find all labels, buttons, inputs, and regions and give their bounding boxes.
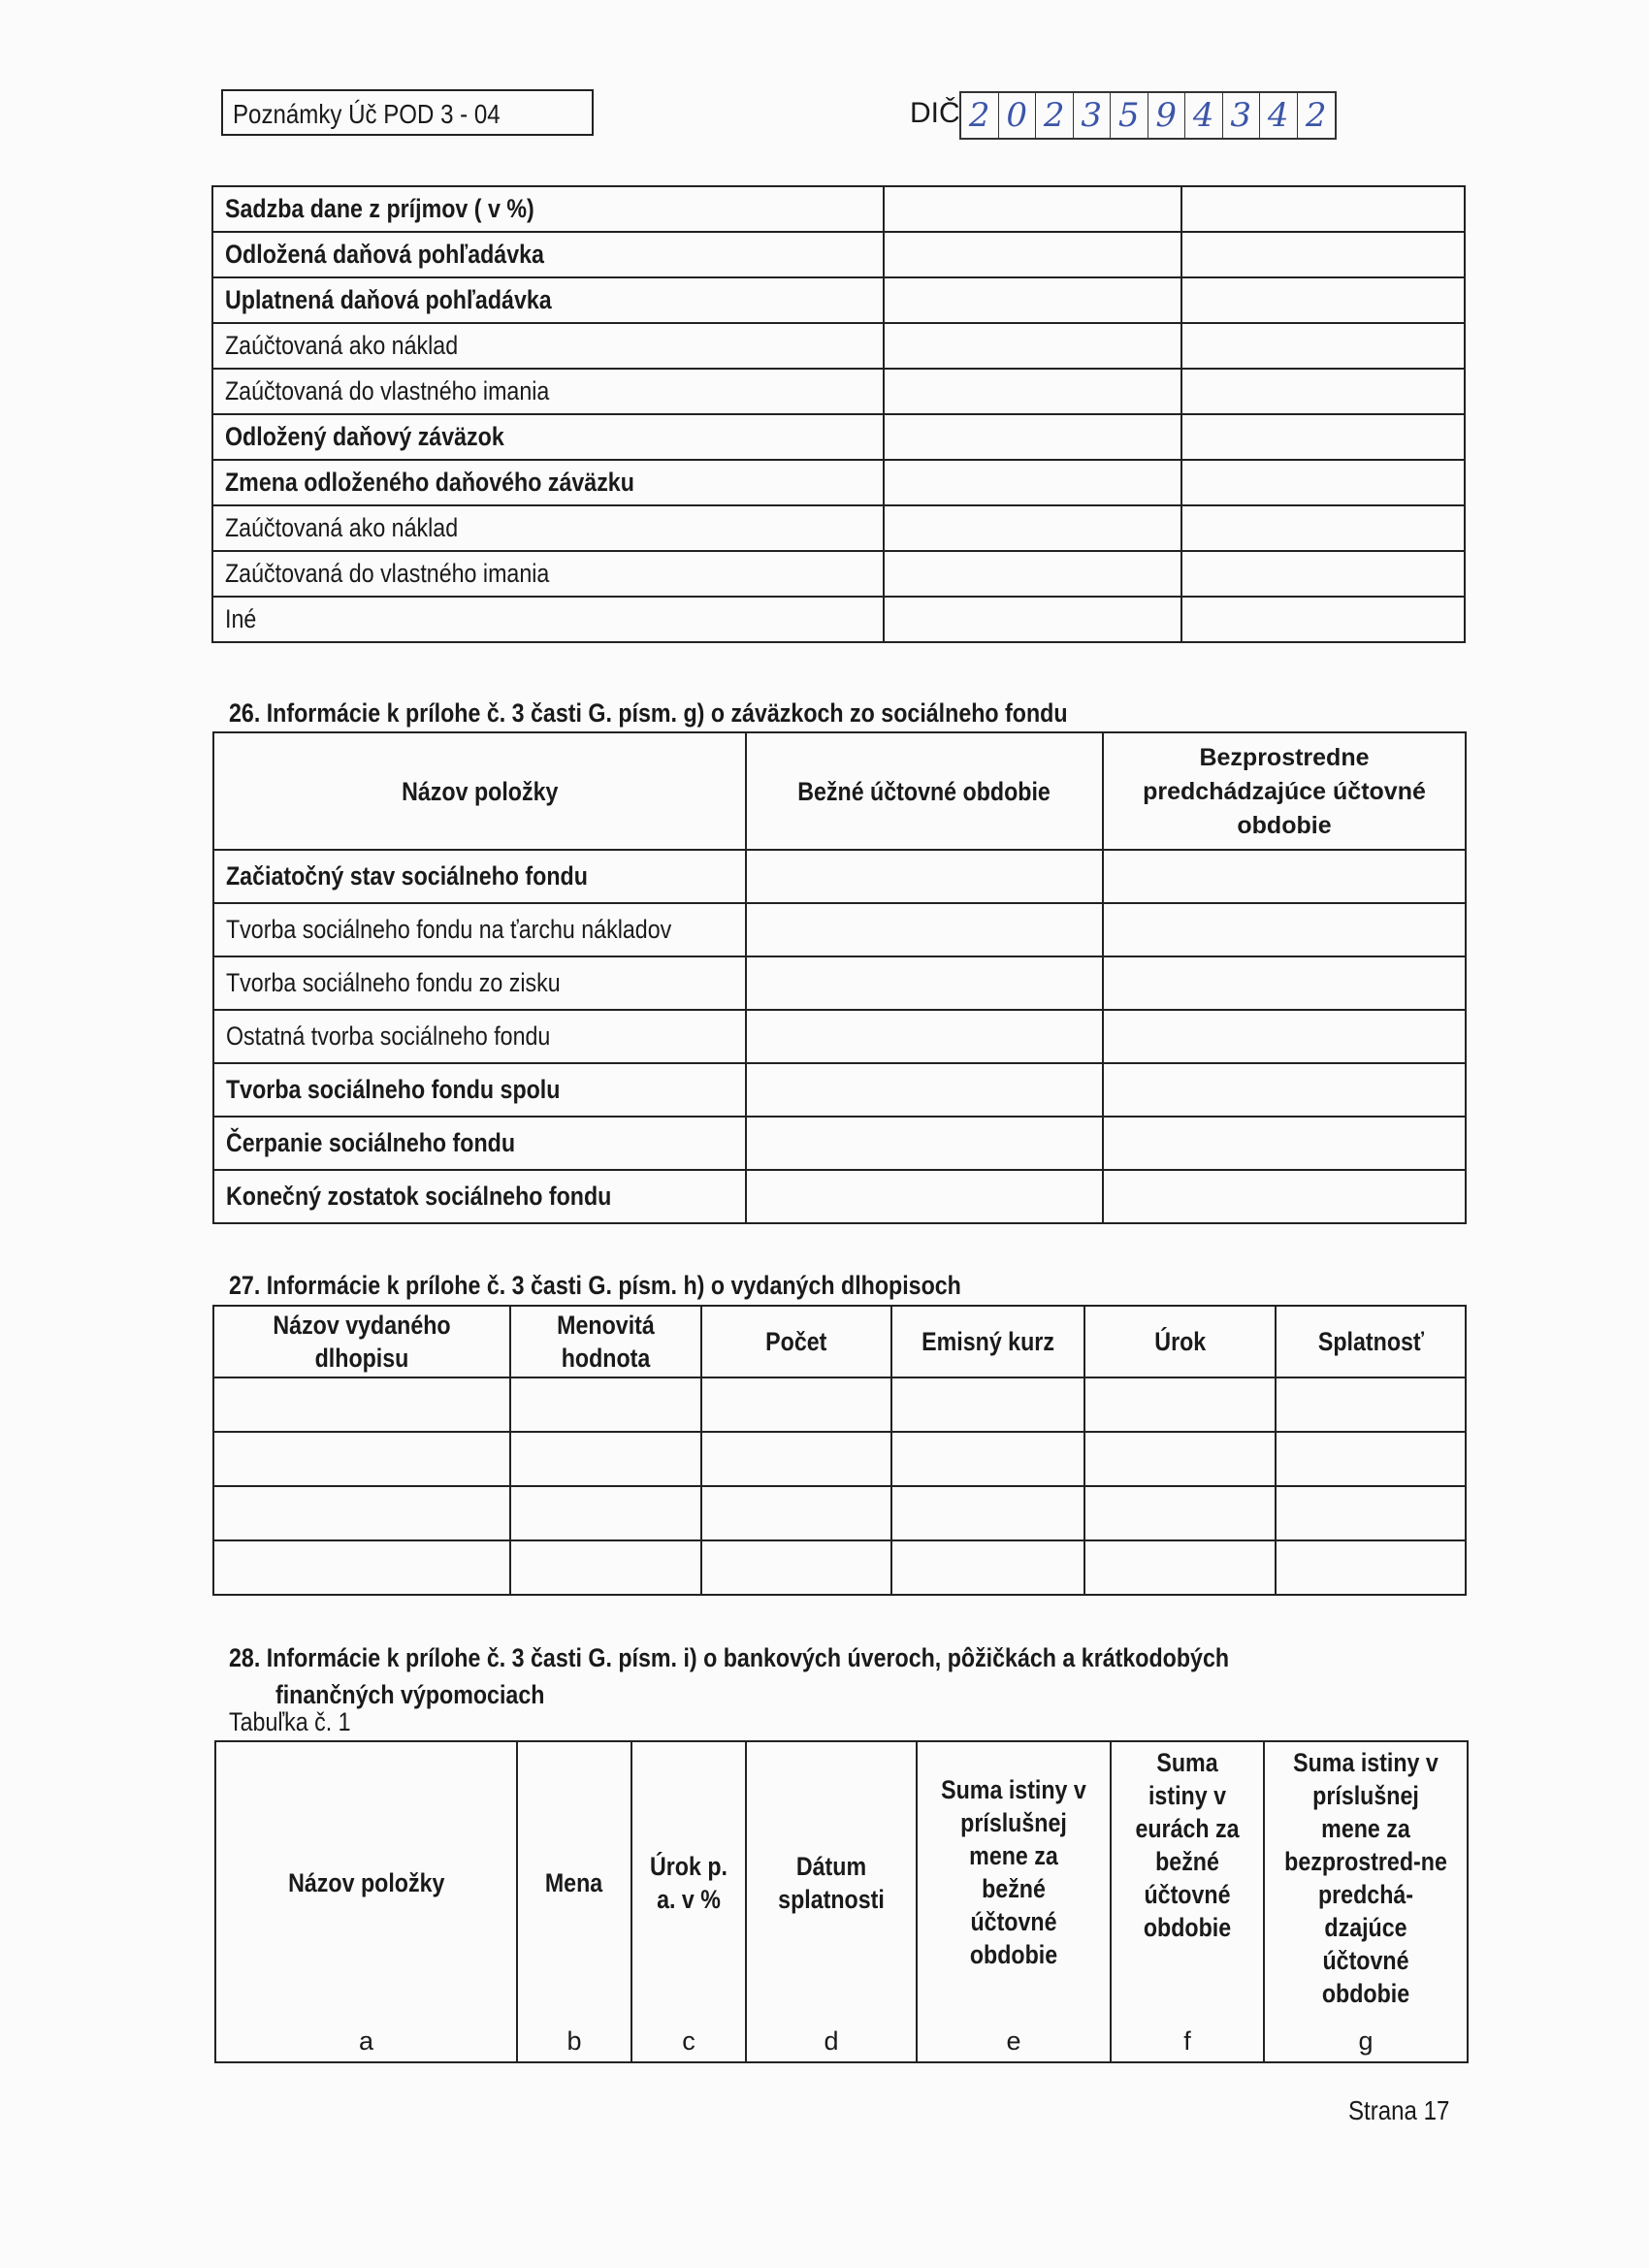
dic-digit-box[interactable]: 5	[1111, 93, 1148, 138]
value-cell[interactable]	[1181, 597, 1465, 642]
dic-digit-box[interactable]: 2	[1305, 96, 1327, 135]
value-cell[interactable]	[884, 551, 1181, 597]
dic-digit-box[interactable]: 2	[1036, 93, 1074, 138]
bank-loans-table	[214, 1740, 1469, 2063]
value-cell[interactable]	[746, 1010, 1103, 1063]
table-row	[213, 1170, 1466, 1223]
table-row	[212, 323, 1465, 369]
value-cell[interactable]	[701, 1377, 891, 1432]
table-label: Tabuľka č. 1	[229, 1707, 351, 1736]
table-row	[212, 232, 1465, 277]
value-cell[interactable]	[1084, 1486, 1276, 1540]
value-cell[interactable]	[1276, 1432, 1466, 1486]
column-letter: f	[1183, 2026, 1191, 2056]
dic-digit-box[interactable]: 4	[1260, 93, 1298, 138]
value-cell[interactable]	[884, 505, 1181, 551]
table-row	[213, 1063, 1466, 1117]
value-cell[interactable]	[746, 1170, 1103, 1223]
row-label: Tvorba sociálneho fondu spolu	[213, 1063, 746, 1117]
value-cell[interactable]	[1181, 414, 1465, 460]
row-label: Zaúčtovaná do vlastného imania	[212, 369, 884, 414]
form-label-box	[221, 89, 594, 136]
value-cell[interactable]	[884, 597, 1181, 642]
deferred-tax-table	[211, 185, 1466, 643]
table-row	[212, 551, 1465, 597]
dic-digit-box[interactable]: 9	[1148, 93, 1186, 138]
column-header: Suma istiny v eurách za bežné účtovné obdobie f	[1111, 1741, 1264, 2062]
value-cell[interactable]	[746, 1117, 1103, 1170]
table-row	[213, 1010, 1466, 1063]
column-header: Úrok	[1084, 1306, 1276, 1377]
column-header: Suma istiny v príslušnej mene za bežné účtovné obdobie e	[917, 1741, 1111, 2062]
row-label: Tvorba sociálneho fondu zo zisku	[213, 956, 746, 1010]
value-cell[interactable]	[746, 850, 1103, 903]
row-label: Konečný zostatok sociálneho fondu	[213, 1170, 746, 1223]
value-cell[interactable]	[510, 1432, 701, 1486]
value-cell[interactable]	[1103, 956, 1466, 1010]
value-cell[interactable]	[213, 1377, 510, 1432]
row-label: Odložená daňová pohľadávka	[212, 232, 884, 277]
header-current-period: Bežné účtovné obdobie	[746, 732, 1103, 850]
row-label: Zaúčtovaná do vlastného imania	[212, 551, 884, 597]
table-row	[213, 1432, 1466, 1486]
row-label: Ostatná tvorba sociálneho fondu	[213, 1010, 746, 1063]
value-cell[interactable]	[891, 1486, 1084, 1540]
row-label: Uplatnená daňová pohľadávka	[212, 277, 884, 323]
dic-digit-box[interactable]: 2	[961, 93, 999, 138]
value-cell[interactable]	[884, 186, 1181, 232]
value-cell[interactable]	[510, 1486, 701, 1540]
value-cell[interactable]	[510, 1377, 701, 1432]
value-cell[interactable]	[884, 369, 1181, 414]
value-cell[interactable]	[1103, 1063, 1466, 1117]
value-cell[interactable]	[746, 1063, 1103, 1117]
value-cell[interactable]	[1181, 369, 1465, 414]
value-cell[interactable]	[884, 277, 1181, 323]
row-label: Zmena odloženého daňového záväzku	[212, 460, 884, 505]
row-label: Zaúčtovaná ako náklad	[212, 323, 884, 369]
value-cell[interactable]	[213, 1432, 510, 1486]
value-cell[interactable]	[510, 1540, 701, 1595]
value-cell[interactable]	[701, 1540, 891, 1595]
dic-digit-box[interactable]: 0	[999, 93, 1037, 138]
table-row	[213, 903, 1466, 956]
value-cell[interactable]	[1276, 1540, 1466, 1595]
table-row	[212, 369, 1465, 414]
value-cell[interactable]	[884, 414, 1181, 460]
header-previous-period: Bezprostredne predchádzajúce účtovné obdobie	[1103, 732, 1466, 850]
dic-digit-box[interactable]: 3	[1223, 93, 1261, 138]
table-row	[213, 1486, 1466, 1540]
dic-label: DIČ	[910, 97, 960, 129]
value-cell[interactable]	[891, 1432, 1084, 1486]
value-cell[interactable]	[891, 1377, 1084, 1432]
table-row	[212, 186, 1465, 232]
value-cell[interactable]	[746, 903, 1103, 956]
column-header: Menovitá hodnota	[510, 1306, 701, 1377]
row-label: Zaúčtovaná ako náklad	[212, 505, 884, 551]
table-row	[213, 850, 1466, 903]
table-row	[212, 414, 1465, 460]
column-header: Emisný kurz	[891, 1306, 1084, 1377]
dic-digit-box[interactable]: 3	[1074, 93, 1112, 138]
row-label: Čerpanie sociálneho fondu	[213, 1117, 746, 1170]
form-label: Poznámky Úč POD 3 - 04	[233, 99, 501, 129]
value-cell[interactable]	[1103, 1117, 1466, 1170]
column-header: Názov vydaného dlhopisu	[213, 1306, 510, 1377]
value-cell[interactable]	[1084, 1432, 1276, 1486]
row-label: Sadzba dane z príjmov ( v %)	[212, 186, 884, 232]
dic-field[interactable]	[959, 91, 1337, 140]
value-cell[interactable]	[1084, 1540, 1276, 1595]
value-cell[interactable]	[1103, 1170, 1466, 1223]
value-cell[interactable]	[701, 1432, 891, 1486]
column-header: Dátum splatnosti d	[746, 1741, 917, 2062]
bonds-table	[212, 1305, 1467, 1596]
column-header: Mena b	[517, 1741, 631, 2062]
value-cell[interactable]	[701, 1486, 891, 1540]
table-row	[213, 1540, 1466, 1595]
value-cell[interactable]	[213, 1540, 510, 1595]
section-27-title: 27. Informácie k prílohe č. 3 časti G. písm. h) o vydaných dlhopisoch	[229, 1271, 961, 1300]
column-letter: b	[566, 2026, 582, 2056]
table-row	[213, 1117, 1466, 1170]
column-header: Suma istiny v príslušnej mene za bezprostred-ne predchá-dzajúce účtovné obdobie g	[1264, 1741, 1468, 2062]
table-row	[212, 460, 1465, 505]
value-cell[interactable]	[1084, 1377, 1276, 1432]
value-cell[interactable]	[1276, 1377, 1466, 1432]
header-item-name: Názov položky	[213, 732, 746, 850]
value-cell[interactable]	[1181, 505, 1465, 551]
section-28-title: 28. Informácie k prílohe č. 3 časti G. písm. i) o bankových úveroch, pôžičkách a krátkodobých finančných výpomociach	[229, 1643, 1230, 1709]
column-header: Názov položky a	[215, 1741, 517, 2062]
value-cell[interactable]	[1181, 186, 1465, 232]
row-label: Odložený daňový záväzok	[212, 414, 884, 460]
page-number: Strana 17	[1348, 2095, 1450, 2125]
dic-digit-box[interactable]: 4	[1185, 93, 1223, 138]
value-cell[interactable]	[1181, 460, 1465, 505]
value-cell[interactable]	[213, 1486, 510, 1540]
table-row	[212, 597, 1465, 642]
row-label: Tvorba sociálneho fondu na ťarchu nákladov	[213, 903, 746, 956]
column-letter: a	[358, 2026, 374, 2056]
value-cell[interactable]	[746, 956, 1103, 1010]
value-cell[interactable]	[1276, 1486, 1466, 1540]
table-row	[213, 1377, 1466, 1432]
value-cell[interactable]	[1181, 277, 1465, 323]
row-label: Iné	[212, 597, 884, 642]
value-cell[interactable]	[1103, 850, 1466, 903]
column-letter: d	[824, 2026, 839, 2056]
value-cell[interactable]	[1181, 323, 1465, 369]
row-label: Začiatočný stav sociálneho fondu	[213, 850, 746, 903]
section-26-title: 26. Informácie k prílohe č. 3 časti G. písm. g) o záväzkoch zo sociálneho fondu	[229, 698, 1068, 728]
social-fund-table	[212, 731, 1467, 1224]
value-cell[interactable]	[884, 460, 1181, 505]
value-cell[interactable]	[1181, 551, 1465, 597]
table-row	[212, 277, 1465, 323]
value-cell[interactable]	[1181, 232, 1465, 277]
column-letter: e	[1006, 2026, 1021, 2056]
value-cell[interactable]	[884, 323, 1181, 369]
column-letter: g	[1358, 2026, 1374, 2056]
column-header: Splatnosť	[1276, 1306, 1466, 1377]
column-header: Úrok p. a. v % c	[631, 1741, 746, 2062]
value-cell[interactable]	[891, 1540, 1084, 1595]
column-header: Počet	[701, 1306, 891, 1377]
value-cell[interactable]	[1103, 903, 1466, 956]
value-cell[interactable]	[1103, 1010, 1466, 1063]
table-row	[213, 956, 1466, 1010]
table-row	[212, 505, 1465, 551]
value-cell[interactable]	[884, 232, 1181, 277]
column-letter: c	[682, 2026, 695, 2056]
